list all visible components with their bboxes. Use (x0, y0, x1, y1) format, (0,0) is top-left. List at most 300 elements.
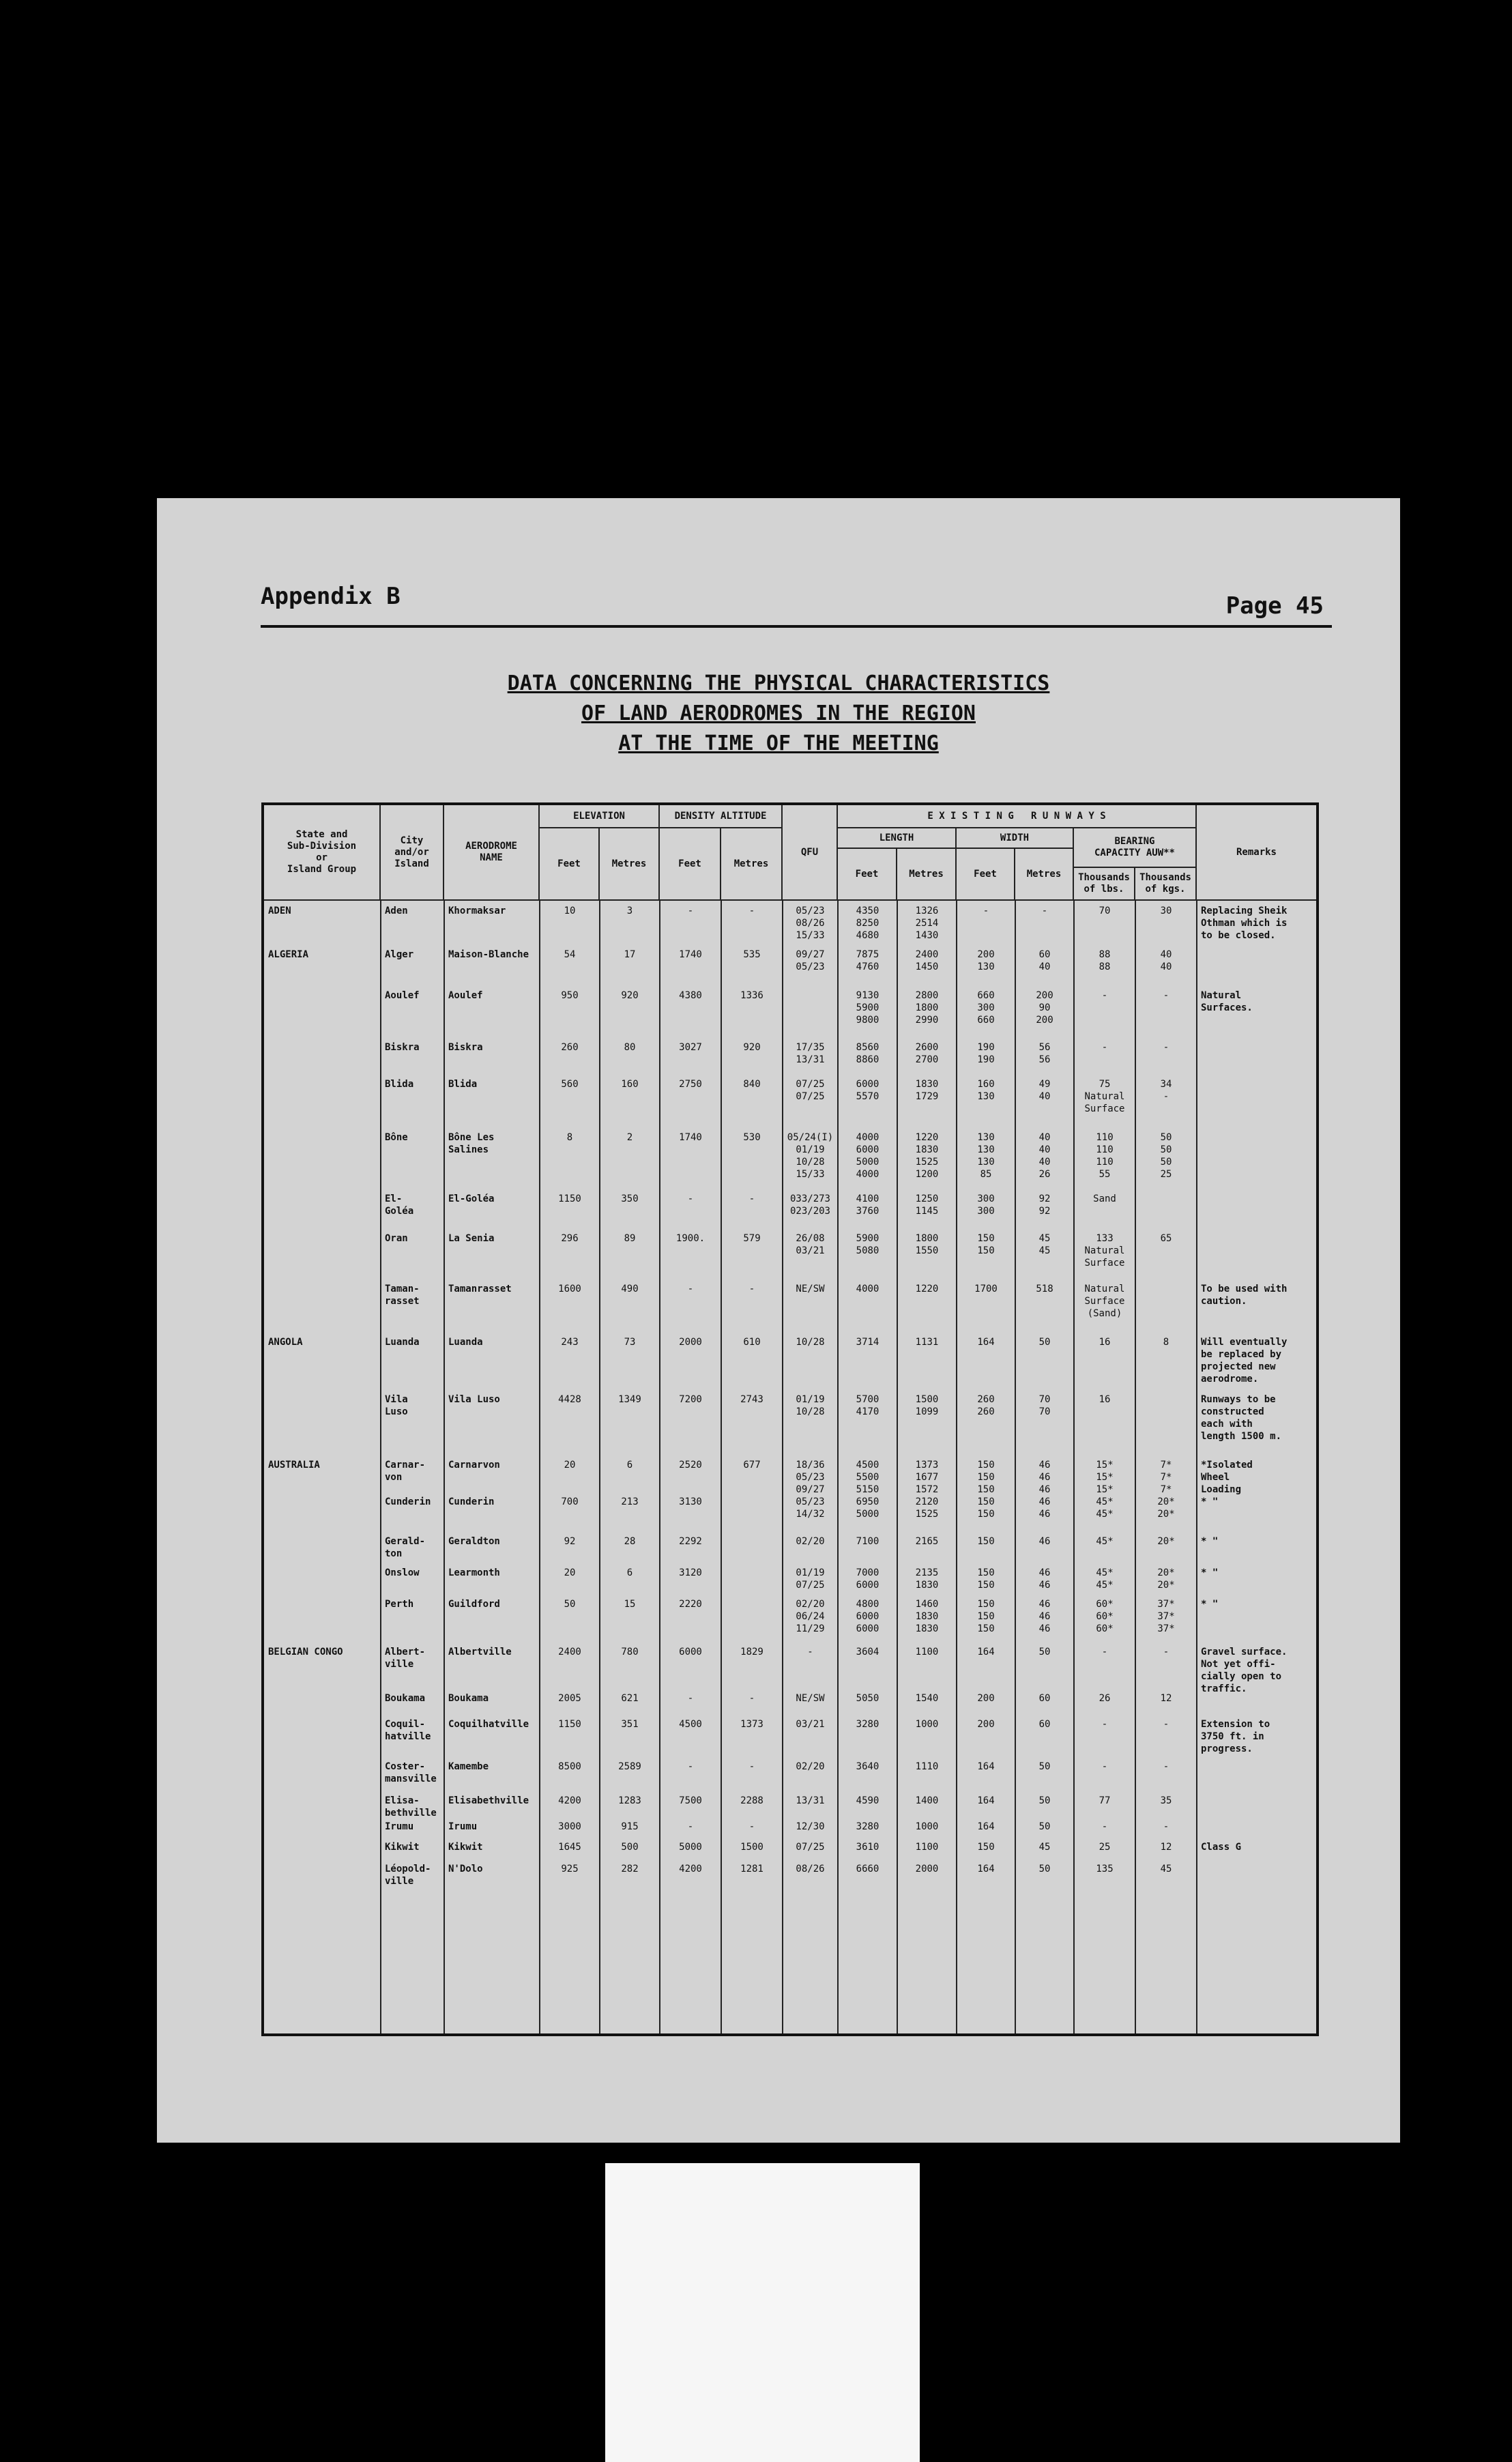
col-dens-metres: Metres (721, 828, 783, 901)
cell-wm: 49 40 (1038, 1079, 1051, 1102)
cell-lf: 5700 4170 (856, 1394, 879, 1417)
cell-dm: - (748, 1693, 755, 1704)
cell-qfu: 26/08 03/21 (796, 1233, 825, 1256)
cell-ef: 8 (566, 1132, 573, 1143)
cell-df: 2220 (679, 1599, 702, 1610)
cell-em: 3 (626, 906, 633, 916)
cell-lf: 3714 (856, 1337, 879, 1348)
cell-qfu: 03/21 (796, 1719, 825, 1730)
cell-ef: 2400 (558, 1647, 581, 1657)
cell-aero: Khormaksar (448, 906, 506, 916)
cell-dm: 2743 (740, 1394, 764, 1405)
cell-aero: Vila Luso (448, 1394, 500, 1405)
cell-city: Albert- ville (385, 1647, 426, 1670)
column-divider (659, 901, 660, 2033)
cell-qfu: 05/23 14/32 (796, 1496, 825, 1520)
cell-wf: - (983, 906, 989, 916)
cell-qfu: NE/SW (796, 1284, 825, 1294)
cell-rem: Class G (1201, 1842, 1242, 1853)
column-divider (599, 901, 600, 2033)
cell-wf: 164 (977, 1795, 995, 1806)
cell-qfu: 02/20 (796, 1536, 825, 1547)
cell-bk: 12 (1160, 1842, 1172, 1853)
cell-aero: Aoulef (448, 990, 483, 1001)
cell-bl: 70 (1099, 906, 1111, 916)
col-thousands-kgs: Thousands of kgs. (1135, 868, 1197, 901)
cell-lm: 2600 2700 (915, 1042, 939, 1065)
cell-lm: 1830 1729 (915, 1079, 939, 1102)
cell-bl: 77 (1099, 1795, 1111, 1806)
cell-lf: 7000 6000 (856, 1567, 879, 1591)
appendix-label: Appendix B (261, 583, 401, 610)
cell-bk: 30 (1160, 906, 1172, 916)
cell-bl: Natural Surface (Sand) (1084, 1284, 1125, 1319)
cell-bk: 50 50 50 25 (1160, 1132, 1172, 1180)
cell-bk: - (1163, 1719, 1169, 1730)
cell-wf: 200 130 (977, 949, 995, 972)
cell-wf: 200 (977, 1693, 995, 1704)
cell-wf: 150 (977, 1536, 995, 1547)
cell-lf: 3280 (856, 1821, 879, 1832)
cell-rem: * " (1201, 1536, 1219, 1547)
cell-wm: 92 92 (1038, 1193, 1051, 1217)
cell-lm: 1000 (915, 1719, 939, 1730)
cell-wf: 300 300 (977, 1193, 995, 1217)
cell-wm: 50 (1038, 1337, 1051, 1348)
cell-wm: 70 70 (1038, 1394, 1051, 1417)
cell-em: 915 (621, 1821, 639, 1832)
cell-lf: 4100 3760 (856, 1193, 879, 1217)
document-page (157, 498, 1400, 2143)
cell-wf: 200 (977, 1719, 995, 1730)
cell-ef: 1150 (558, 1193, 581, 1204)
cell-wf: 130 130 130 85 (977, 1132, 995, 1180)
cell-wm: 56 56 (1038, 1042, 1051, 1065)
cell-ef: 700 (561, 1496, 579, 1507)
cell-bk: 35 (1160, 1795, 1172, 1806)
cell-dm: 530 (743, 1132, 761, 1143)
cell-qfu: 07/25 07/25 (796, 1079, 825, 1102)
cell-qfu: NE/SW (796, 1693, 825, 1704)
cell-bl: 45* (1096, 1536, 1114, 1547)
cell-qfu: 07/25 (796, 1842, 825, 1853)
cell-em: 80 (624, 1042, 636, 1053)
cell-bl: 60* 60* 60* (1096, 1599, 1114, 1634)
cell-city: Bône (385, 1132, 408, 1143)
cell-em: 89 (624, 1233, 636, 1244)
cell-bk: - (1163, 1761, 1169, 1772)
cell-dm: 1500 (740, 1842, 764, 1853)
cell-wf: 164 (977, 1647, 995, 1657)
cell-dm: - (748, 1284, 755, 1294)
cell-ef: 950 (561, 990, 579, 1001)
cell-lf: 7875 4760 (856, 949, 879, 972)
col-remarks: Remarks (1197, 805, 1316, 901)
cell-df: 2750 (679, 1079, 702, 1090)
cell-lf: 4590 (856, 1795, 879, 1806)
cell-wf: 660 300 660 (977, 990, 995, 1026)
cell-wm: 50 (1038, 1821, 1051, 1832)
cell-rem: Will eventually be replaced by projected new aerodrome. (1201, 1337, 1288, 1385)
cell-aero: Biskra (448, 1042, 483, 1053)
cell-wm: 50 (1038, 1864, 1051, 1874)
cell-wf: 150 150 (977, 1567, 995, 1591)
cell-wm: 45 45 (1038, 1233, 1051, 1256)
cell-ef: 4200 (558, 1795, 581, 1806)
cell-aero: N'Dolo (448, 1864, 483, 1874)
cell-wm: 50 (1038, 1761, 1051, 1772)
page-number: Page 45 (1225, 592, 1324, 620)
cell-city: El- Goléa (385, 1193, 414, 1217)
cell-lf: 3280 (856, 1719, 879, 1730)
cell-em: 73 (624, 1337, 636, 1348)
cell-lm: 2400 1450 (915, 949, 939, 972)
cell-dm: - (748, 1761, 755, 1772)
cell-em: 2 (626, 1132, 633, 1143)
cell-em: 15 (624, 1599, 636, 1610)
cell-qfu: 033/273 023/203 (789, 1193, 830, 1217)
cell-df: 3130 (679, 1496, 702, 1507)
cell-em: 160 (621, 1079, 639, 1090)
cell-aero: Bône Les Salines (448, 1132, 495, 1155)
cell-wm: 46 46 (1038, 1496, 1051, 1520)
cell-df: - (687, 1284, 694, 1294)
cell-bk: 12 (1160, 1693, 1172, 1704)
cell-lf: 7100 (856, 1536, 879, 1547)
cell-lm: 1220 (915, 1284, 939, 1294)
cell-wf: 164 (977, 1864, 995, 1874)
cell-qfu: 18/36 05/23 09/27 (796, 1460, 825, 1495)
cell-aero: Maison-Blanche (448, 949, 529, 960)
col-wid-feet: Feet (957, 849, 1015, 901)
cell-lf: 3640 (856, 1761, 879, 1772)
cell-rem: Runways to be constructed each with length 1500 m. (1201, 1394, 1282, 1442)
cell-df: 7500 (679, 1795, 702, 1806)
cell-ef: 8500 (558, 1761, 581, 1772)
column-divider (1073, 901, 1075, 2033)
cell-wm: 60 (1038, 1693, 1051, 1704)
cell-ef: 1150 (558, 1719, 581, 1730)
cell-wf: 164 (977, 1761, 995, 1772)
cell-ef: 4428 (558, 1394, 581, 1405)
cell-df: 4500 (679, 1719, 702, 1730)
cell-state: BELGIAN CONGO (268, 1647, 343, 1657)
cell-bk: 34 - (1160, 1079, 1172, 1102)
cell-city: Alger (385, 949, 414, 960)
cell-lm: 1800 1550 (915, 1233, 939, 1256)
cell-df: - (687, 1821, 694, 1832)
cell-qfu: 01/19 07/25 (796, 1567, 825, 1591)
cell-city: Boukama (385, 1693, 426, 1704)
col-dens-feet: Feet (660, 828, 721, 901)
cell-lm: 1220 1830 1525 1200 (915, 1132, 939, 1180)
cell-wm: 50 (1038, 1647, 1051, 1657)
cell-bk: 8 (1163, 1337, 1169, 1348)
col-existing-runways: E X I S T I N G R U N W A Y S (838, 805, 1197, 828)
cell-wf: 164 (977, 1821, 995, 1832)
cell-lf: 5050 (856, 1693, 879, 1704)
cell-lf: 4000 6000 5000 4000 (856, 1132, 879, 1180)
cell-dm: 677 (743, 1460, 761, 1471)
col-qfu: QFU (783, 805, 838, 901)
cell-bk: - (1163, 1042, 1169, 1053)
cell-dm: - (748, 1821, 755, 1832)
cell-aero: Kamembe (448, 1761, 489, 1772)
cell-df: 3120 (679, 1567, 702, 1578)
cell-rem: * " (1201, 1599, 1219, 1610)
title-line-1: DATA CONCERNING THE PHYSICAL CHARACTERISTICS (507, 671, 1050, 695)
col-thousands-lbs: Thousands of lbs. (1074, 868, 1135, 901)
cell-aero: Luanda (448, 1337, 483, 1348)
col-density: DENSITY ALTITUDE (660, 805, 783, 828)
cell-ef: 560 (561, 1079, 579, 1090)
cell-city: Biskra (385, 1042, 420, 1053)
cell-wm: 60 (1038, 1719, 1051, 1730)
cell-aero: Kikwit (448, 1842, 483, 1853)
cell-ef: 1600 (558, 1284, 581, 1294)
cell-lf: 3604 (856, 1647, 879, 1657)
cell-df: 2520 (679, 1460, 702, 1471)
cell-ef: 20 (564, 1460, 576, 1471)
cell-city: Oran (385, 1233, 408, 1244)
cell-city: Blida (385, 1079, 414, 1090)
cell-bl: 45* 45* (1096, 1496, 1114, 1520)
cell-dm: 1373 (740, 1719, 764, 1730)
cell-wf: 150 150 (977, 1496, 995, 1520)
cell-df: 7200 (679, 1394, 702, 1405)
cell-em: 28 (624, 1536, 636, 1547)
cell-qfu: - (807, 1647, 813, 1657)
cell-bl: 135 (1096, 1864, 1114, 1874)
cell-bk: 37* 37* 37* (1157, 1599, 1175, 1634)
cell-aero: Irumu (448, 1821, 478, 1832)
cell-wm: 40 40 40 26 (1038, 1132, 1051, 1180)
cell-bk: 40 40 (1160, 949, 1172, 972)
cell-aero: Geraldton (448, 1536, 500, 1547)
cell-wf: 150 150 150 (977, 1460, 995, 1495)
cell-qfu: 05/23 08/26 15/33 (796, 906, 825, 941)
col-wid-metres: Metres (1015, 849, 1074, 901)
cell-df: 4200 (679, 1864, 702, 1874)
column-divider (539, 901, 540, 2033)
cell-wf: 150 (977, 1842, 995, 1853)
cell-wm: 46 46 46 (1038, 1460, 1051, 1495)
cell-aero: Carnarvon (448, 1460, 500, 1471)
cell-em: 920 (621, 990, 639, 1001)
cell-lm: 1373 1677 1572 (915, 1460, 939, 1495)
cell-df: 1740 (679, 1132, 702, 1143)
column-divider (897, 901, 898, 2033)
cell-city: Cunderin (385, 1496, 431, 1507)
cell-bk: 20* (1157, 1536, 1175, 1547)
cell-aero: Boukama (448, 1693, 489, 1704)
cell-dm: - (748, 1193, 755, 1204)
cell-df: - (687, 1693, 694, 1704)
cell-bk: 65 (1160, 1233, 1172, 1244)
cell-dm: 1829 (740, 1647, 764, 1657)
cell-em: 621 (621, 1693, 639, 1704)
cell-qfu: 01/19 10/28 (796, 1394, 825, 1417)
cell-aero: Cunderin (448, 1496, 495, 1507)
cell-lm: 2120 1525 (915, 1496, 939, 1520)
column-divider (956, 901, 957, 2033)
cell-wf: 1700 (974, 1284, 998, 1294)
cell-wf: 150 150 (977, 1233, 995, 1256)
cell-em: 350 (621, 1193, 639, 1204)
cell-bl: Sand (1093, 1193, 1116, 1204)
cell-bl: 16 (1099, 1337, 1111, 1348)
cell-ef: 243 (561, 1337, 579, 1348)
cell-bk: 20* 20* (1157, 1496, 1175, 1520)
cell-lf: 5900 5080 (856, 1233, 879, 1256)
cell-df: 3027 (679, 1042, 702, 1053)
cell-qfu: 02/20 06/24 11/29 (796, 1599, 825, 1634)
cell-aero: Albertville (448, 1647, 512, 1657)
cell-city: Aoulef (385, 990, 420, 1001)
column-divider (380, 901, 381, 2033)
cell-wm: 200 90 200 (1036, 990, 1053, 1026)
cell-em: 351 (621, 1719, 639, 1730)
cell-city: Vila Luso (385, 1394, 408, 1417)
cell-city: Léopold- ville (385, 1864, 431, 1887)
cell-df: 4380 (679, 990, 702, 1001)
cell-city: Gerald- ton (385, 1536, 426, 1559)
cell-bl: 88 88 (1099, 949, 1111, 972)
cell-city: Aden (385, 906, 408, 916)
cell-wm: 50 (1038, 1795, 1051, 1806)
cell-lm: 1326 2514 1430 (915, 906, 939, 941)
cell-dm: 579 (743, 1233, 761, 1244)
cell-ef: 54 (564, 949, 576, 960)
column-divider (782, 901, 783, 2033)
cell-city: Taman- rasset (385, 1284, 420, 1307)
cell-lm: 2135 1830 (915, 1567, 939, 1591)
cell-bl: - (1101, 1719, 1108, 1730)
cell-bl: 75 Natural Surface (1084, 1079, 1125, 1114)
cell-em: 780 (621, 1647, 639, 1657)
title-line-3: AT THE TIME OF THE MEETING (618, 732, 939, 755)
cell-ef: 296 (561, 1233, 579, 1244)
cell-lf: 4000 (856, 1284, 879, 1294)
cell-lm: 1100 (915, 1842, 939, 1853)
cell-aero: Elisabethville (448, 1795, 529, 1806)
cell-qfu: 02/20 (796, 1761, 825, 1772)
cell-state: ADEN (268, 906, 291, 916)
cell-lf: 4800 6000 6000 (856, 1599, 879, 1634)
blank-card (605, 2163, 920, 2462)
cell-bk: - (1163, 1821, 1169, 1832)
cell-em: 17 (624, 949, 636, 960)
cell-em: 500 (621, 1842, 639, 1853)
cell-aero: Tamanrasset (448, 1284, 512, 1294)
cell-rem: *Isolated Wheel Loading (1201, 1460, 1253, 1495)
cell-city: Coster- mansville (385, 1761, 437, 1784)
cell-lm: 1110 (915, 1761, 939, 1772)
col-bearing: BEARING CAPACITY AUW** (1074, 828, 1197, 868)
cell-state: AUSTRALIA (268, 1460, 320, 1471)
cell-rem: Replacing Sheik Othman which is to be closed. (1201, 906, 1288, 941)
cell-df: - (687, 1193, 694, 1204)
cell-qfu: 13/31 (796, 1795, 825, 1806)
cell-lm: 2165 (915, 1536, 939, 1547)
cell-df: 6000 (679, 1647, 702, 1657)
cell-aero: Learmonth (448, 1567, 500, 1578)
cell-em: 1283 (618, 1795, 641, 1806)
cell-lm: 1540 (915, 1693, 939, 1704)
cell-lm: 1100 (915, 1647, 939, 1657)
cell-city: Perth (385, 1599, 414, 1610)
cell-wf: 160 130 (977, 1079, 995, 1102)
cell-lf: 4500 5500 5150 (856, 1460, 879, 1495)
cell-em: 213 (621, 1496, 639, 1507)
cell-bl: 26 (1099, 1693, 1111, 1704)
cell-bl: - (1101, 990, 1108, 1001)
cell-bk: 20* 20* (1157, 1567, 1175, 1591)
cell-wf: 150 150 150 (977, 1599, 995, 1634)
cell-df: 5000 (679, 1842, 702, 1853)
cell-ef: 3000 (558, 1821, 581, 1832)
cell-aero: El-Goléa (448, 1193, 495, 1204)
cell-bk: 7* 7* 7* (1160, 1460, 1172, 1495)
cell-lf: 6950 5000 (856, 1496, 879, 1520)
col-state: State and Sub-Division or Island Group (264, 805, 381, 901)
cell-rem: Natural Surfaces. (1201, 990, 1253, 1013)
cell-em: 1349 (618, 1394, 641, 1405)
cell-dm: 535 (743, 949, 761, 960)
cell-lf: 4350 8250 4680 (856, 906, 879, 941)
cell-bl: 45* 45* (1096, 1567, 1114, 1591)
cell-rem: * " (1201, 1567, 1219, 1578)
cell-lm: 2000 (915, 1864, 939, 1874)
column-divider (1135, 901, 1136, 2033)
cell-df: 2292 (679, 1536, 702, 1547)
cell-lf: 6660 (856, 1864, 879, 1874)
cell-aero: Blida (448, 1079, 478, 1090)
cell-lf: 6000 5570 (856, 1079, 879, 1102)
cell-wm: - (1041, 906, 1048, 916)
col-aerodrome: AERODROME NAME (444, 805, 540, 901)
aerodrome-table (261, 802, 1319, 2036)
cell-city: Elisa- bethville (385, 1795, 437, 1819)
col-elev-feet: Feet (540, 828, 600, 901)
cell-rem: Gravel surface. Not yet offi- cially open to traffic. (1201, 1647, 1288, 1694)
cell-qfu: 08/26 (796, 1864, 825, 1874)
cell-dm: 2288 (740, 1795, 764, 1806)
cell-state: ANGOLA (268, 1337, 303, 1348)
cell-lf: 3610 (856, 1842, 879, 1853)
cell-em: 490 (621, 1284, 639, 1294)
cell-city: Carnar- von (385, 1460, 426, 1483)
cell-bl: 133 Natural Surface (1084, 1233, 1125, 1269)
cell-ef: 50 (564, 1599, 576, 1610)
cell-em: 282 (621, 1864, 639, 1874)
cell-wm: 46 (1038, 1536, 1051, 1547)
cell-city: Luanda (385, 1337, 420, 1348)
cell-bl: - (1101, 1821, 1108, 1832)
cell-wm: 60 40 (1038, 949, 1051, 972)
cell-lm: 1500 1099 (915, 1394, 939, 1417)
cell-dm: 1281 (740, 1864, 764, 1874)
cell-ef: 2005 (558, 1693, 581, 1704)
cell-bl: - (1101, 1647, 1108, 1657)
col-elev-metres: Metres (600, 828, 660, 901)
cell-city: Irumu (385, 1821, 414, 1832)
cell-em: 2589 (618, 1761, 641, 1772)
cell-df: 2000 (679, 1337, 702, 1348)
cell-ef: 10 (564, 906, 576, 916)
cell-em: 6 (626, 1460, 633, 1471)
cell-qfu: 12/30 (796, 1821, 825, 1832)
